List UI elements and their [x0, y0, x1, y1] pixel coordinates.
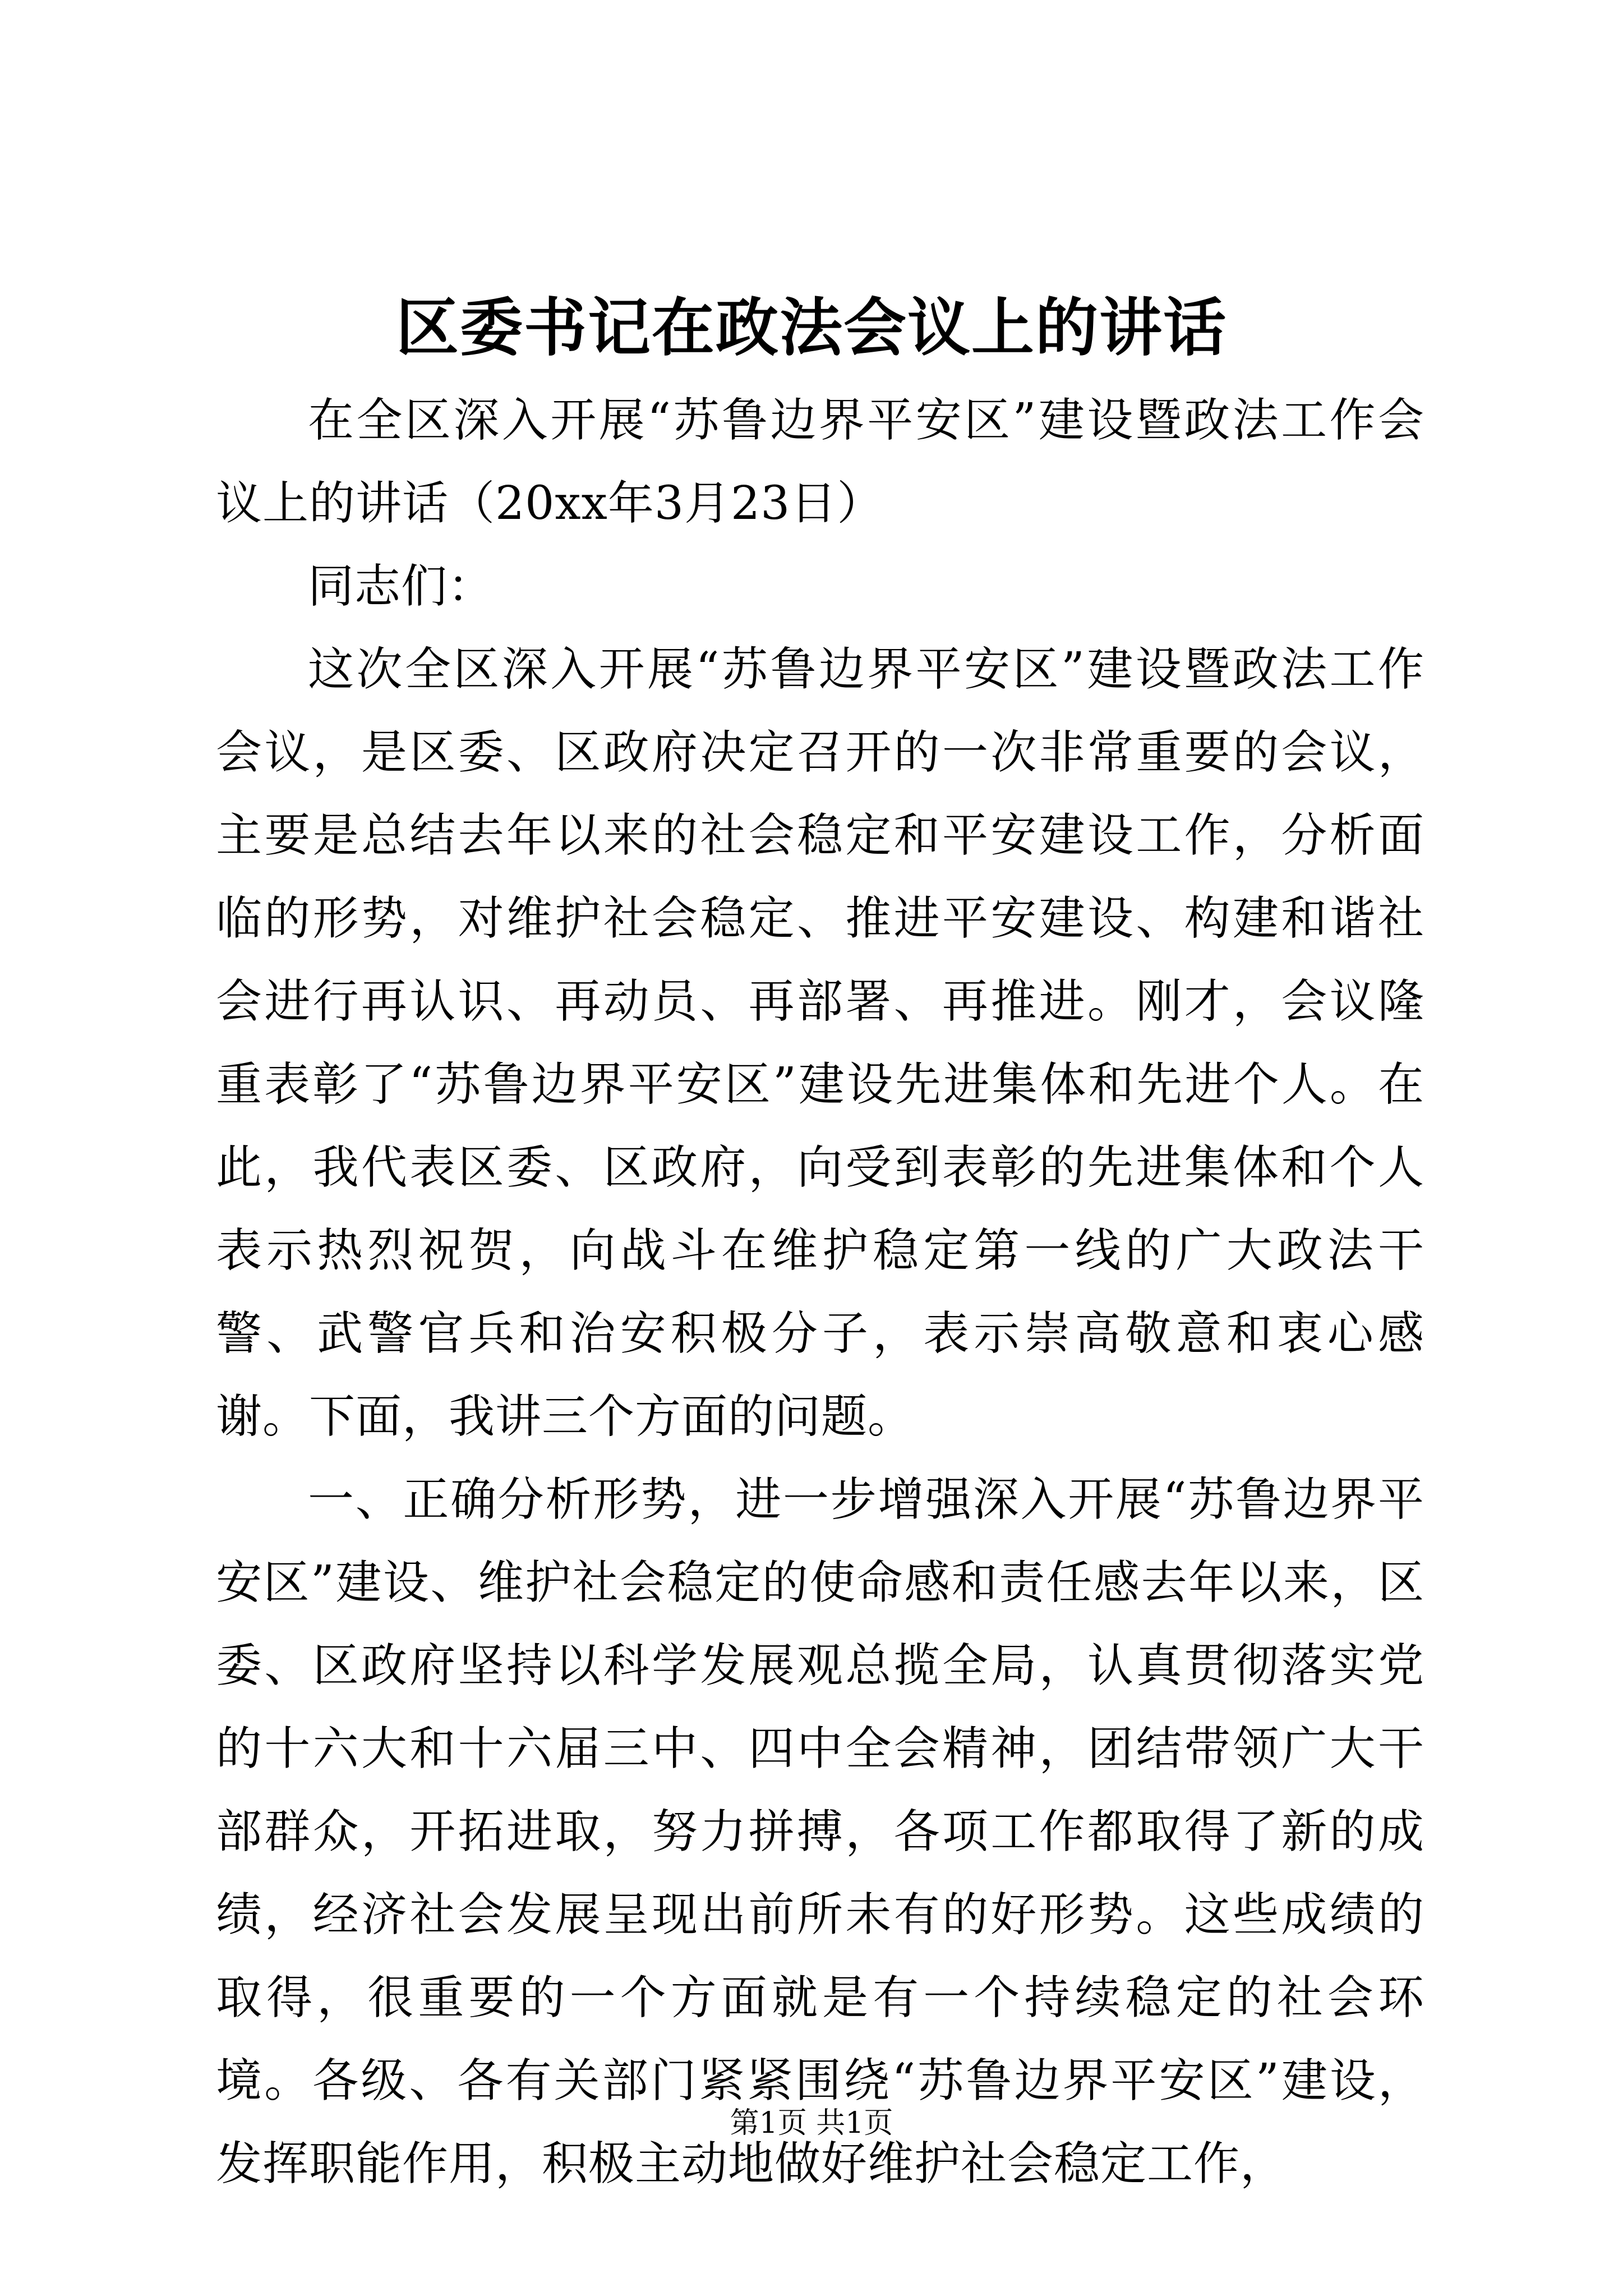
document-title: 区委书记在政法会议上的讲话 — [396, 291, 1227, 365]
speech-heading-paragraph: 在全区深入开展“苏鲁边界平安区”建设暨政法工作会议上的讲话（20xx年3月23日） — [216, 394, 1424, 530]
body-paragraph: 一、正确分析形势，进一步增强深入开展“苏鲁边界平安区”建设、维护社会稳定的使命感和责任感去年以来，区委、区政府坚持以科学发展观总揽全局，认真贯彻落实党的十六大和十六届三中、四中全会精神，团结带领广大干部群众，开拓进取，努力拼搏，各项工作都取得了新的成绩，经济社会发展呈现出前所未有的好形势。这些成绩的取得，很重要的一个方面就是有一个持续稳定的社会环境。各级、各有关部门紧紧围绕“苏鲁边界平安区”建设，发挥职能作用，积极主动地做好维护社会稳定工作， — [216, 1473, 1424, 2191]
document-body — [216, 379, 1424, 2206]
body-paragraph: 这次全区深入开展“苏鲁边界平安区”建设暨政法工作会议，是区委、区政府决定召开的一次非常重要的会议，主要是总结去年以来的社会稳定和平安建设工作，分析面临的形势，对维护社会稳定、推进平安建设、构建和谐社会进行再认识、再动员、再部署、再推进。刚才，会议隆重表彰了“苏鲁边界平安区”建设先进集体和先进个人。在此，我代表区委、区政府，向受到表彰的先进集体和个人表示热烈祝贺，向战斗在维护稳定第一线的广大政法干警、武警官兵和治安积极分子，表示崇高敬意和衷心感谢。下面，我讲三个方面的问题。 — [216, 643, 1424, 1443]
salutation-paragraph: 同志们： — [308, 560, 495, 613]
page-number-footer: 第1页 共1页 — [730, 2106, 893, 2140]
